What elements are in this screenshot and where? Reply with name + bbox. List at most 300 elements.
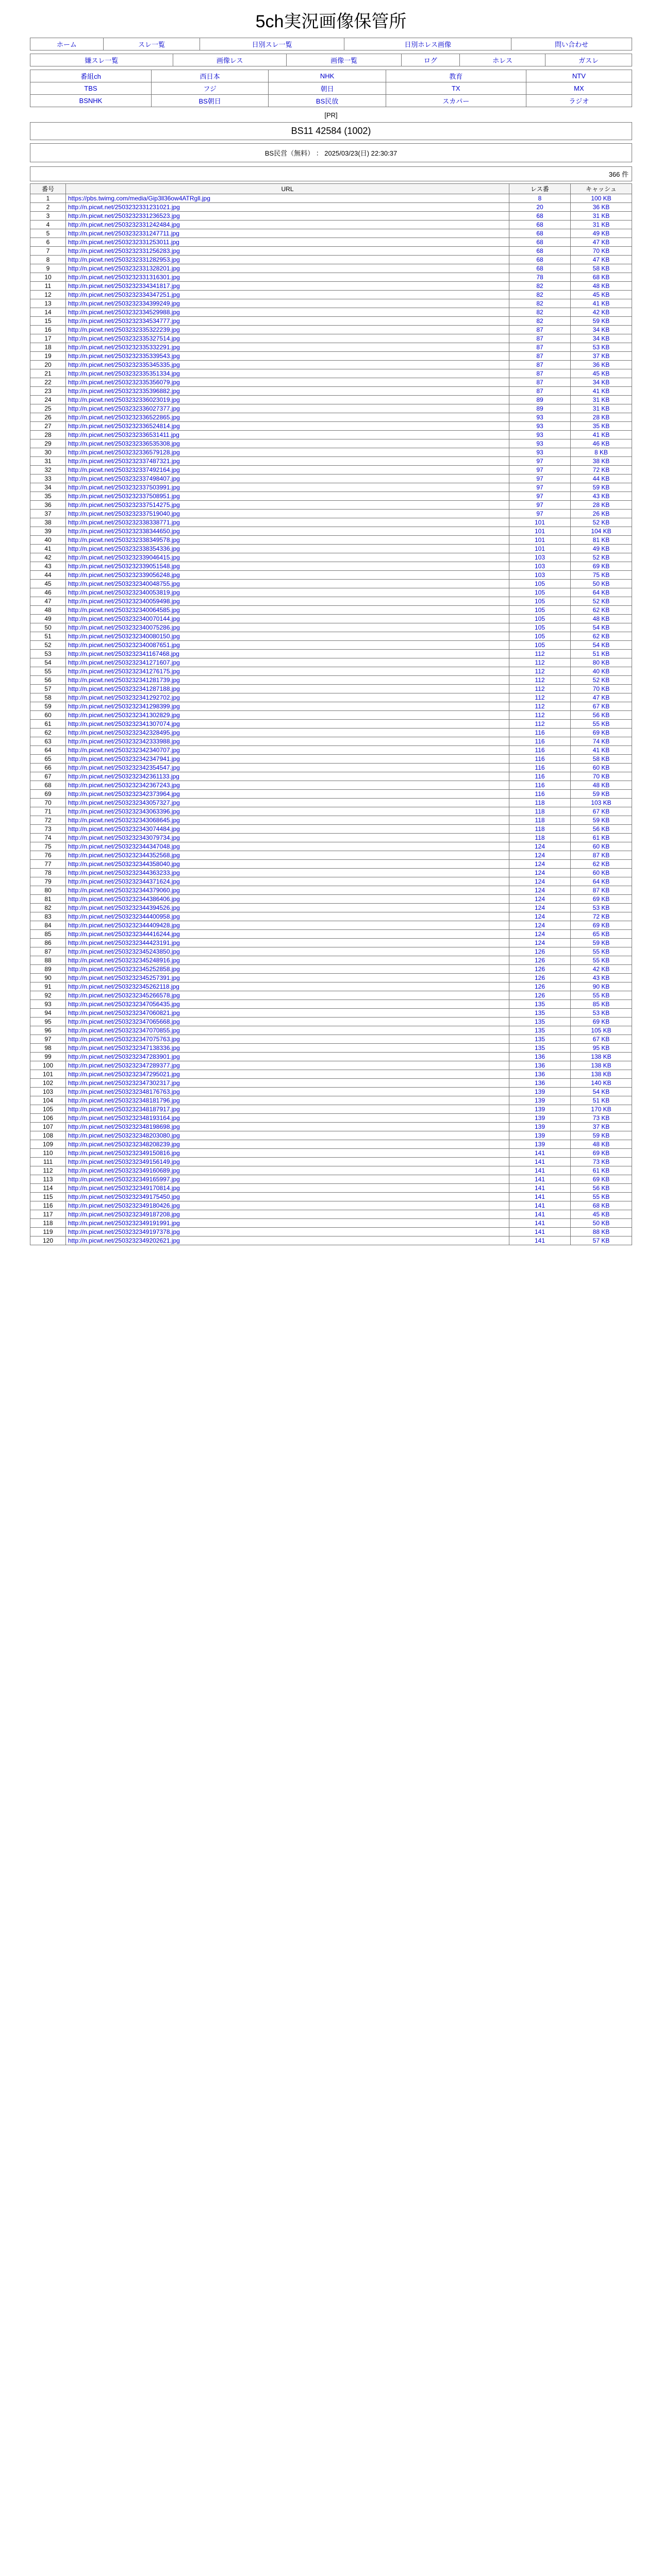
row-res-number-cell[interactable]: [509, 1193, 571, 1201]
row-url-link[interactable]: http://n.picwt.net/2503232340070144.jpg: [68, 615, 180, 622]
row-cache-size-cell[interactable]: [571, 1079, 632, 1088]
row-res-number-cell[interactable]: [509, 562, 571, 571]
row-cache-size-link[interactable]: 46 KB: [592, 440, 610, 447]
row-cache-size-cell[interactable]: [571, 229, 632, 238]
row-res-number-cell[interactable]: [509, 965, 571, 974]
nav-daily-image-link[interactable]: 日別ホレス画像: [404, 41, 451, 48]
row-url-link[interactable]: http://n.picwt.net/2503232334341817.jpg: [68, 282, 180, 290]
row-url-link[interactable]: http://n.picwt.net/2503232341271607.jpg: [68, 659, 180, 666]
row-res-number-link[interactable]: 112: [535, 685, 545, 692]
nav-item[interactable]: [30, 38, 104, 50]
row-res-number-cell[interactable]: [509, 299, 571, 308]
row-url-link[interactable]: http://n.picwt.net/2503232343057327.jpg: [68, 799, 180, 806]
row-url-cell[interactable]: [66, 904, 509, 912]
row-cache-size-link[interactable]: 56 KB: [592, 1184, 610, 1192]
row-cache-size-link[interactable]: 100 KB: [591, 195, 611, 202]
row-res-number-cell[interactable]: [509, 317, 571, 326]
row-cache-size-cell[interactable]: [571, 562, 632, 571]
row-url-cell[interactable]: [66, 615, 509, 623]
row-res-number-cell[interactable]: [509, 939, 571, 947]
row-url-link[interactable]: http://n.picwt.net/2503232337487321.jpg: [68, 457, 180, 465]
row-res-number-cell[interactable]: [509, 851, 571, 860]
row-url-link[interactable]: http://n.picwt.net/2503232349156149.jpg: [68, 1158, 180, 1165]
row-cache-size-cell[interactable]: [571, 1044, 632, 1053]
row-cache-size-link[interactable]: 42 KB: [592, 309, 610, 316]
row-url-link[interactable]: http://n.picwt.net/2503232343079734.jpg: [68, 834, 180, 841]
row-cache-size-link[interactable]: 8 KB: [594, 449, 608, 456]
row-url-link[interactable]: http://n.picwt.net/2503232337492164.jpg: [68, 466, 180, 473]
row-url-link[interactable]: http://n.picwt.net/2503232347070855.jpg: [68, 1027, 180, 1034]
row-cache-size-cell[interactable]: [571, 781, 632, 790]
row-res-number-link[interactable]: 87: [536, 352, 543, 360]
row-res-number-link[interactable]: 93: [536, 422, 543, 430]
row-url-cell[interactable]: [66, 474, 509, 483]
row-url-cell[interactable]: [66, 877, 509, 886]
row-url-link[interactable]: http://n.picwt.net/2503232335322239.jpg: [68, 326, 180, 333]
row-res-number-link[interactable]: 112: [535, 703, 545, 710]
row-cache-size-link[interactable]: 36 KB: [592, 361, 610, 368]
row-url-cell[interactable]: [66, 711, 509, 720]
row-url-cell[interactable]: [66, 553, 509, 562]
row-res-number-link[interactable]: 89: [536, 405, 543, 412]
row-url-link[interactable]: http://n.picwt.net/2503232347056435.jpg: [68, 1001, 180, 1008]
row-res-number-link[interactable]: 141: [534, 1228, 545, 1235]
row-url-link[interactable]: http://n.picwt.net/2503232342367243.jpg: [68, 782, 180, 789]
row-url-cell[interactable]: [66, 860, 509, 869]
row-cache-size-cell[interactable]: [571, 632, 632, 641]
row-url-cell[interactable]: [66, 282, 509, 291]
row-res-number-cell[interactable]: [509, 886, 571, 895]
row-res-number-cell[interactable]: [509, 676, 571, 685]
row-cache-size-cell[interactable]: [571, 352, 632, 361]
row-res-number-cell[interactable]: [509, 755, 571, 764]
row-res-number-link[interactable]: 124: [534, 860, 545, 868]
row-cache-size-link[interactable]: 56 KB: [592, 711, 610, 719]
channel-link[interactable]: MX: [574, 84, 584, 92]
row-res-number-cell[interactable]: [509, 501, 571, 510]
channel-item[interactable]: [386, 82, 526, 95]
row-cache-size-link[interactable]: 34 KB: [592, 379, 610, 386]
row-url-cell[interactable]: [66, 1096, 509, 1105]
row-url-link[interactable]: http://n.picwt.net/2503232347289377.jpg: [68, 1062, 180, 1069]
row-url-cell[interactable]: [66, 746, 509, 755]
row-url-link[interactable]: http://n.picwt.net/2503232345262118.jpg: [68, 983, 179, 990]
row-res-number-cell[interactable]: [509, 1026, 571, 1035]
row-res-number-cell[interactable]: [509, 790, 571, 799]
row-cache-size-cell[interactable]: [571, 282, 632, 291]
row-res-number-link[interactable]: 135: [534, 1001, 545, 1008]
row-res-number-link[interactable]: 124: [534, 939, 545, 946]
row-cache-size-link[interactable]: 70 KB: [592, 247, 610, 255]
row-url-link[interactable]: http://n.picwt.net/2503232337514275.jpg: [68, 501, 180, 509]
row-url-link[interactable]: http://n.picwt.net/2503232341287188.jpg: [68, 685, 180, 692]
row-cache-size-cell[interactable]: [571, 912, 632, 921]
row-cache-size-link[interactable]: 55 KB: [592, 957, 610, 964]
row-cache-size-link[interactable]: 72 KB: [592, 913, 610, 920]
row-url-link[interactable]: http://n.picwt.net/2503232331316301.jpg: [68, 274, 180, 281]
row-res-number-cell[interactable]: [509, 396, 571, 404]
row-url-cell[interactable]: [66, 1158, 509, 1166]
row-res-number-link[interactable]: 68: [536, 239, 543, 246]
subnav-link[interactable]: ガスレ: [578, 57, 599, 64]
row-cache-size-cell[interactable]: [571, 1166, 632, 1175]
channel-link[interactable]: TBS: [84, 84, 97, 92]
row-url-cell[interactable]: [66, 299, 509, 308]
row-res-number-link[interactable]: 97: [536, 457, 543, 465]
row-cache-size-cell[interactable]: [571, 606, 632, 615]
row-url-cell[interactable]: [66, 974, 509, 982]
row-res-number-cell[interactable]: [509, 553, 571, 562]
row-cache-size-cell[interactable]: [571, 886, 632, 895]
row-url-link[interactable]: http://n.picwt.net/2503232335356079.jpg: [68, 379, 180, 386]
row-cache-size-link[interactable]: 47 KB: [592, 694, 610, 701]
row-cache-size-cell[interactable]: [571, 851, 632, 860]
row-cache-size-link[interactable]: 41 KB: [592, 300, 610, 307]
row-url-cell[interactable]: [66, 1140, 509, 1149]
row-cache-size-link[interactable]: 35 KB: [592, 422, 610, 430]
row-cache-size-cell[interactable]: [571, 1105, 632, 1114]
row-cache-size-link[interactable]: 69 KB: [592, 895, 610, 903]
row-url-link[interactable]: http://n.picwt.net/2503232340064585.jpg: [68, 606, 180, 614]
row-res-number-cell[interactable]: [509, 264, 571, 273]
row-res-number-cell[interactable]: [509, 1035, 571, 1044]
row-url-link[interactable]: http://n.picwt.net/2503232331236523.jpg: [68, 212, 180, 219]
row-url-link[interactable]: http://n.picwt.net/2503232347075763.jpg: [68, 1036, 180, 1043]
row-res-number-cell[interactable]: [509, 1210, 571, 1219]
row-res-number-link[interactable]: 103: [534, 571, 545, 579]
row-url-link[interactable]: http://n.picwt.net/2503232334399249.jpg: [68, 300, 180, 307]
row-res-number-cell[interactable]: [509, 1149, 571, 1158]
subnav-link[interactable]: ホレス: [492, 57, 512, 64]
row-cache-size-link[interactable]: 52 KB: [592, 676, 610, 684]
row-res-number-link[interactable]: 136: [534, 1053, 545, 1060]
row-cache-size-link[interactable]: 59 KB: [592, 317, 610, 325]
row-cache-size-link[interactable]: 54 KB: [592, 1088, 610, 1095]
row-url-cell[interactable]: [66, 1009, 509, 1018]
row-cache-size-link[interactable]: 69 KB: [592, 1176, 610, 1183]
row-res-number-cell[interactable]: [509, 422, 571, 431]
row-res-number-link[interactable]: 101: [534, 545, 545, 552]
row-res-number-link[interactable]: 116: [535, 773, 545, 780]
row-url-cell[interactable]: [66, 448, 509, 457]
row-cache-size-link[interactable]: 138 KB: [591, 1071, 611, 1078]
row-cache-size-link[interactable]: 45 KB: [592, 291, 610, 298]
row-res-number-link[interactable]: 78: [536, 274, 543, 281]
row-cache-size-link[interactable]: 85 KB: [592, 1001, 610, 1008]
row-url-cell[interactable]: [66, 895, 509, 904]
row-cache-size-cell[interactable]: [571, 869, 632, 877]
row-cache-size-link[interactable]: 80 KB: [592, 659, 610, 666]
row-res-number-link[interactable]: 116: [535, 782, 545, 789]
row-cache-size-link[interactable]: 50 KB: [592, 580, 610, 587]
subnav-link[interactable]: 嫌スレ一覧: [85, 57, 119, 64]
row-url-cell[interactable]: [66, 352, 509, 361]
row-res-number-link[interactable]: 126: [534, 948, 545, 955]
row-res-number-cell[interactable]: [509, 606, 571, 615]
row-cache-size-cell[interactable]: [571, 1035, 632, 1044]
row-res-number-link[interactable]: 139: [534, 1141, 545, 1148]
row-url-link[interactable]: http://n.picwt.net/2503232347065668.jpg: [68, 1018, 180, 1025]
row-url-cell[interactable]: [66, 869, 509, 877]
row-cache-size-cell[interactable]: [571, 982, 632, 991]
row-url-cell[interactable]: [66, 728, 509, 737]
row-res-number-link[interactable]: 101: [534, 519, 545, 526]
row-url-cell[interactable]: [66, 238, 509, 247]
row-cache-size-cell[interactable]: [571, 580, 632, 588]
row-res-number-link[interactable]: 116: [535, 729, 545, 736]
row-res-number-cell[interactable]: [509, 343, 571, 352]
row-res-number-link[interactable]: 103: [534, 563, 545, 570]
row-url-cell[interactable]: [66, 947, 509, 956]
row-cache-size-cell[interactable]: [571, 422, 632, 431]
row-cache-size-cell[interactable]: [571, 676, 632, 685]
row-cache-size-cell[interactable]: [571, 545, 632, 553]
row-url-link[interactable]: http://n.picwt.net/2503232335332291.jpg: [68, 344, 180, 351]
row-url-cell[interactable]: [66, 772, 509, 781]
row-url-cell[interactable]: [66, 764, 509, 772]
row-cache-size-link[interactable]: 55 KB: [592, 992, 610, 999]
row-res-number-link[interactable]: 139: [534, 1097, 545, 1104]
row-url-link[interactable]: http://n.picwt.net/2503232342340707.jpg: [68, 747, 180, 754]
row-cache-size-cell[interactable]: [571, 299, 632, 308]
row-cache-size-cell[interactable]: [571, 842, 632, 851]
row-res-number-cell[interactable]: [509, 1228, 571, 1236]
row-cache-size-link[interactable]: 59 KB: [592, 484, 610, 491]
row-cache-size-link[interactable]: 44 KB: [592, 475, 610, 482]
row-res-number-link[interactable]: 118: [535, 808, 545, 815]
row-res-number-link[interactable]: 68: [536, 247, 543, 255]
row-url-link[interactable]: http://n.picwt.net/2503232341167468.jpg: [68, 650, 179, 657]
row-res-number-cell[interactable]: [509, 711, 571, 720]
row-cache-size-link[interactable]: 60 KB: [592, 869, 610, 876]
row-cache-size-cell[interactable]: [571, 807, 632, 816]
row-url-cell[interactable]: [66, 956, 509, 965]
row-url-link[interactable]: http://n.picwt.net/2503232347302317.jpg: [68, 1079, 180, 1087]
channel-link[interactable]: BS民放: [316, 97, 339, 105]
row-url-cell[interactable]: [66, 264, 509, 273]
row-cache-size-link[interactable]: 43 KB: [592, 974, 610, 981]
row-cache-size-link[interactable]: 140 KB: [591, 1079, 611, 1087]
row-url-cell[interactable]: [66, 799, 509, 807]
row-url-cell[interactable]: [66, 369, 509, 378]
nav-item[interactable]: [103, 38, 200, 50]
row-cache-size-cell[interactable]: [571, 921, 632, 930]
row-cache-size-link[interactable]: 31 KB: [592, 396, 610, 403]
row-cache-size-link[interactable]: 69 KB: [592, 729, 610, 736]
row-url-cell[interactable]: [66, 1070, 509, 1079]
row-url-cell[interactable]: [66, 571, 509, 580]
row-res-number-link[interactable]: 82: [536, 309, 543, 316]
row-cache-size-cell[interactable]: [571, 588, 632, 597]
row-res-number-cell[interactable]: [509, 203, 571, 212]
row-res-number-link[interactable]: 141: [534, 1184, 545, 1192]
row-cache-size-link[interactable]: 34 KB: [592, 326, 610, 333]
row-cache-size-link[interactable]: 52 KB: [592, 554, 610, 561]
row-res-number-link[interactable]: 87: [536, 344, 543, 351]
nav-home-link[interactable]: ホーム: [56, 41, 77, 48]
row-cache-size-cell[interactable]: [571, 413, 632, 422]
row-cache-size-link[interactable]: 52 KB: [592, 598, 610, 605]
channel-link[interactable]: 教育: [449, 73, 463, 80]
row-res-number-link[interactable]: 82: [536, 282, 543, 290]
row-cache-size-link[interactable]: 58 KB: [592, 265, 610, 272]
row-res-number-cell[interactable]: [509, 781, 571, 790]
row-url-cell[interactable]: [66, 851, 509, 860]
channel-link[interactable]: フジ: [203, 85, 217, 93]
row-res-number-link[interactable]: 87: [536, 326, 543, 333]
row-cache-size-link[interactable]: 74 KB: [592, 738, 610, 745]
row-url-link[interactable]: http://n.picwt.net/2503232337503991.jpg: [68, 484, 180, 491]
row-res-number-cell[interactable]: [509, 369, 571, 378]
row-res-number-cell[interactable]: [509, 378, 571, 387]
row-cache-size-cell[interactable]: [571, 772, 632, 781]
row-res-number-link[interactable]: 101: [534, 536, 545, 544]
row-cache-size-link[interactable]: 56 KB: [592, 825, 610, 833]
row-url-link[interactable]: http://n.picwt.net/2503232344363233.jpg: [68, 869, 180, 876]
row-cache-size-link[interactable]: 69 KB: [592, 922, 610, 929]
row-cache-size-link[interactable]: 88 KB: [592, 1228, 610, 1235]
row-url-cell[interactable]: [66, 720, 509, 728]
row-url-cell[interactable]: [66, 457, 509, 466]
row-res-number-cell[interactable]: [509, 702, 571, 711]
row-res-number-link[interactable]: 82: [536, 317, 543, 325]
row-res-number-link[interactable]: 112: [535, 720, 545, 727]
row-cache-size-link[interactable]: 64 KB: [592, 589, 610, 596]
row-res-number-link[interactable]: 105: [534, 633, 545, 640]
row-url-cell[interactable]: [66, 308, 509, 317]
row-url-link[interactable]: http://n.picwt.net/2503232334534777.jpg: [68, 317, 180, 325]
row-url-link[interactable]: http://n.picwt.net/2503232344371624.jpg: [68, 878, 180, 885]
row-cache-size-cell[interactable]: [571, 904, 632, 912]
row-res-number-link[interactable]: 87: [536, 379, 543, 386]
row-res-number-link[interactable]: 97: [536, 493, 543, 500]
row-res-number-link[interactable]: 136: [534, 1062, 545, 1069]
row-res-number-cell[interactable]: [509, 658, 571, 667]
row-cache-size-link[interactable]: 67 KB: [592, 1036, 610, 1043]
row-cache-size-cell[interactable]: [571, 799, 632, 807]
row-cache-size-cell[interactable]: [571, 974, 632, 982]
row-res-number-cell[interactable]: [509, 1175, 571, 1184]
row-url-link[interactable]: http://n.picwt.net/2503232331253011.jpg: [68, 239, 179, 246]
row-res-number-cell[interactable]: [509, 641, 571, 650]
row-cache-size-link[interactable]: 68 KB: [592, 1202, 610, 1209]
row-url-cell[interactable]: [66, 527, 509, 536]
row-url-cell[interactable]: [66, 1000, 509, 1009]
row-res-number-link[interactable]: 139: [534, 1114, 545, 1122]
row-res-number-cell[interactable]: [509, 982, 571, 991]
row-url-link[interactable]: http://n.picwt.net/2503232342328495.jpg: [68, 729, 180, 736]
nav-item[interactable]: [511, 38, 632, 50]
row-cache-size-link[interactable]: 31 KB: [592, 212, 610, 219]
row-cache-size-link[interactable]: 61 KB: [592, 1167, 610, 1174]
row-url-cell[interactable]: [66, 1105, 509, 1114]
row-cache-size-link[interactable]: 170 KB: [591, 1106, 611, 1113]
row-url-link[interactable]: http://n.picwt.net/2503232336579128.jpg: [68, 449, 180, 456]
row-cache-size-cell[interactable]: [571, 1158, 632, 1166]
channel-link[interactable]: 西日本: [200, 73, 220, 80]
row-res-number-cell[interactable]: [509, 860, 571, 869]
row-res-number-cell[interactable]: [509, 466, 571, 474]
row-cache-size-link[interactable]: 59 KB: [592, 1132, 610, 1139]
row-url-cell[interactable]: [66, 1018, 509, 1026]
row-url-link[interactable]: http://n.picwt.net/2503232336524814.jpg: [68, 422, 180, 430]
row-cache-size-link[interactable]: 28 KB: [592, 501, 610, 509]
row-res-number-link[interactable]: 141: [534, 1219, 545, 1227]
row-url-cell[interactable]: [66, 1131, 509, 1140]
row-res-number-link[interactable]: 124: [534, 887, 545, 894]
row-res-number-link[interactable]: 139: [534, 1106, 545, 1113]
row-res-number-link[interactable]: 93: [536, 414, 543, 421]
row-res-number-link[interactable]: 93: [536, 440, 543, 447]
row-url-link[interactable]: http://n.picwt.net/2503232337508951.jpg: [68, 493, 180, 500]
row-res-number-cell[interactable]: [509, 825, 571, 834]
channel-link[interactable]: BS朝日: [198, 97, 221, 105]
row-res-number-cell[interactable]: [509, 308, 571, 317]
row-res-number-cell[interactable]: [509, 1140, 571, 1149]
row-url-cell[interactable]: [66, 790, 509, 799]
row-res-number-cell[interactable]: [509, 1123, 571, 1131]
row-cache-size-cell[interactable]: [571, 1070, 632, 1079]
row-res-number-cell[interactable]: [509, 728, 571, 737]
row-url-cell[interactable]: [66, 396, 509, 404]
row-res-number-cell[interactable]: [509, 632, 571, 641]
row-cache-size-link[interactable]: 72 KB: [592, 466, 610, 473]
row-cache-size-cell[interactable]: [571, 746, 632, 755]
row-res-number-cell[interactable]: [509, 431, 571, 439]
row-cache-size-cell[interactable]: [571, 308, 632, 317]
row-cache-size-link[interactable]: 40 KB: [592, 668, 610, 675]
row-url-link[interactable]: http://n.picwt.net/2503232336531411.jpg: [68, 431, 179, 438]
row-cache-size-cell[interactable]: [571, 825, 632, 834]
row-cache-size-cell[interactable]: [571, 212, 632, 221]
row-cache-size-cell[interactable]: [571, 431, 632, 439]
row-res-number-cell[interactable]: [509, 597, 571, 606]
row-url-link[interactable]: http://n.picwt.net/2503232342373964.jpg: [68, 790, 180, 798]
channel-item[interactable]: [269, 82, 386, 95]
row-res-number-link[interactable]: 97: [536, 475, 543, 482]
row-cache-size-cell[interactable]: [571, 483, 632, 492]
row-url-cell[interactable]: [66, 842, 509, 851]
row-url-cell[interactable]: [66, 807, 509, 816]
row-url-link[interactable]: http://n.picwt.net/2503232335345335.jpg: [68, 361, 180, 368]
row-cache-size-link[interactable]: 60 KB: [592, 843, 610, 850]
row-res-number-cell[interactable]: [509, 930, 571, 939]
row-url-cell[interactable]: [66, 834, 509, 842]
row-res-number-cell[interactable]: [509, 413, 571, 422]
row-url-cell[interactable]: [66, 1228, 509, 1236]
row-cache-size-link[interactable]: 42 KB: [592, 965, 610, 973]
row-url-link[interactable]: http://n.picwt.net/2503232334529988.jpg: [68, 309, 180, 316]
row-res-number-link[interactable]: 20: [536, 204, 543, 211]
row-url-cell[interactable]: [66, 676, 509, 685]
row-cache-size-cell[interactable]: [571, 221, 632, 229]
row-res-number-cell[interactable]: [509, 387, 571, 396]
row-res-number-link[interactable]: 118: [535, 799, 545, 806]
row-url-cell[interactable]: [66, 387, 509, 396]
row-url-cell[interactable]: [66, 326, 509, 334]
channel-item[interactable]: [386, 95, 526, 107]
row-cache-size-cell[interactable]: [571, 571, 632, 580]
row-url-link[interactable]: http://n.picwt.net/2503232341292702.jpg: [68, 694, 180, 701]
row-url-cell[interactable]: [66, 404, 509, 413]
row-res-number-link[interactable]: 82: [536, 291, 543, 298]
row-cache-size-cell[interactable]: [571, 466, 632, 474]
row-res-number-cell[interactable]: [509, 1131, 571, 1140]
row-cache-size-link[interactable]: 50 KB: [592, 1219, 610, 1227]
row-cache-size-link[interactable]: 48 KB: [592, 615, 610, 622]
row-url-link[interactable]: http://n.picwt.net/2503232342361133.jpg: [68, 773, 179, 780]
row-url-cell[interactable]: [66, 562, 509, 571]
